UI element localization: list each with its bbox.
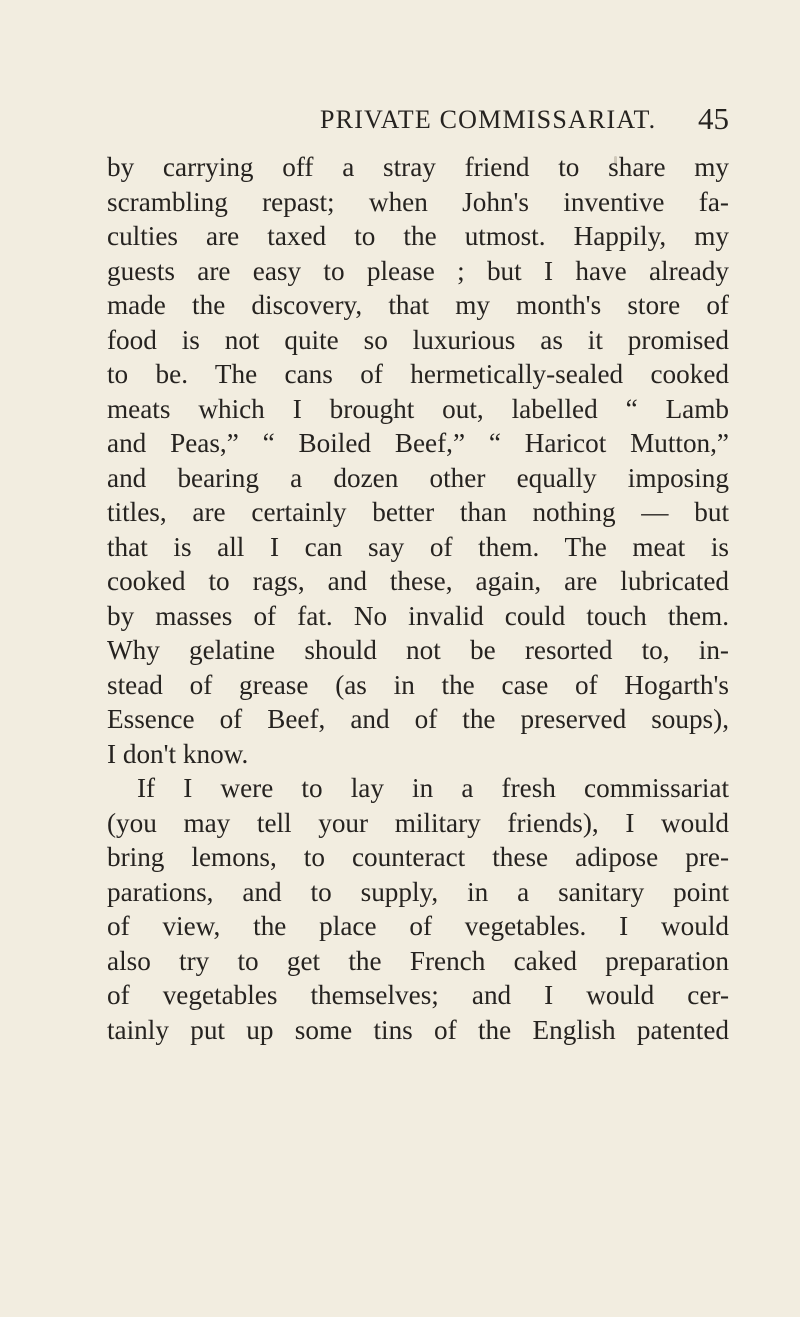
text-line: If I were to lay in a fresh commissariat xyxy=(137,773,729,803)
text-line: and Peas,” “ Boiled Beef,” “ Haricot Mutton,” xyxy=(107,428,729,458)
text-line: by carrying off a stray friend to share my xyxy=(107,152,729,182)
text-line: of vegetables themselves; and I would cer- xyxy=(107,980,729,1010)
text-line: Why gelatine should not be resorted to, in- xyxy=(107,635,729,665)
text-line: meats which I brought out, labelled “ Lamb xyxy=(107,393,729,424)
page-header xyxy=(107,103,729,143)
text-line: tainly put up some tins of the English patented xyxy=(107,1014,729,1045)
text-line: bring lemons, to counteract these adipose pre- xyxy=(107,842,729,872)
text-line: parations, and to supply, in a sanitary point xyxy=(107,876,729,907)
text-line: scrambling repast; when John's inventive fa- xyxy=(107,186,729,217)
text-line: titles, are certainly better than nothing — but xyxy=(107,497,729,527)
text-line: I don't know. xyxy=(107,738,249,769)
text-line: guests are easy to please ; but I have already xyxy=(107,255,729,286)
body-text xyxy=(107,150,729,1047)
text-line: cooked to rags, and these, again, are lubricated xyxy=(107,566,729,596)
text-line: also try to get the French caked preparation xyxy=(107,945,729,976)
text-line: of view, the place of vegetables. I would xyxy=(107,911,729,941)
text-line: (you may tell your military friends), I would xyxy=(107,807,729,838)
text-line: and bearing a dozen other equally imposing xyxy=(107,462,729,493)
text-line: Essence of Beef, and of the preserved soups), xyxy=(107,704,729,734)
text-line: culties are taxed to the utmost. Happily, my xyxy=(107,221,729,251)
text-line: made the discovery, that my month's store of xyxy=(107,290,729,320)
text-line: that is all I can say of them. The meat is xyxy=(107,531,729,562)
text-line: stead of grease (as in the case of Hogarth's xyxy=(107,669,729,700)
text-line: by masses of fat. No invalid could touch them. xyxy=(107,600,729,631)
text-line: food is not quite so luxurious as it promised xyxy=(107,324,729,355)
text-line: to be. The cans of hermetically-sealed cooked xyxy=(107,359,729,389)
page-number: 45 xyxy=(698,101,729,136)
running-head: PRIVATE COMMISSARIAT. xyxy=(320,105,657,134)
